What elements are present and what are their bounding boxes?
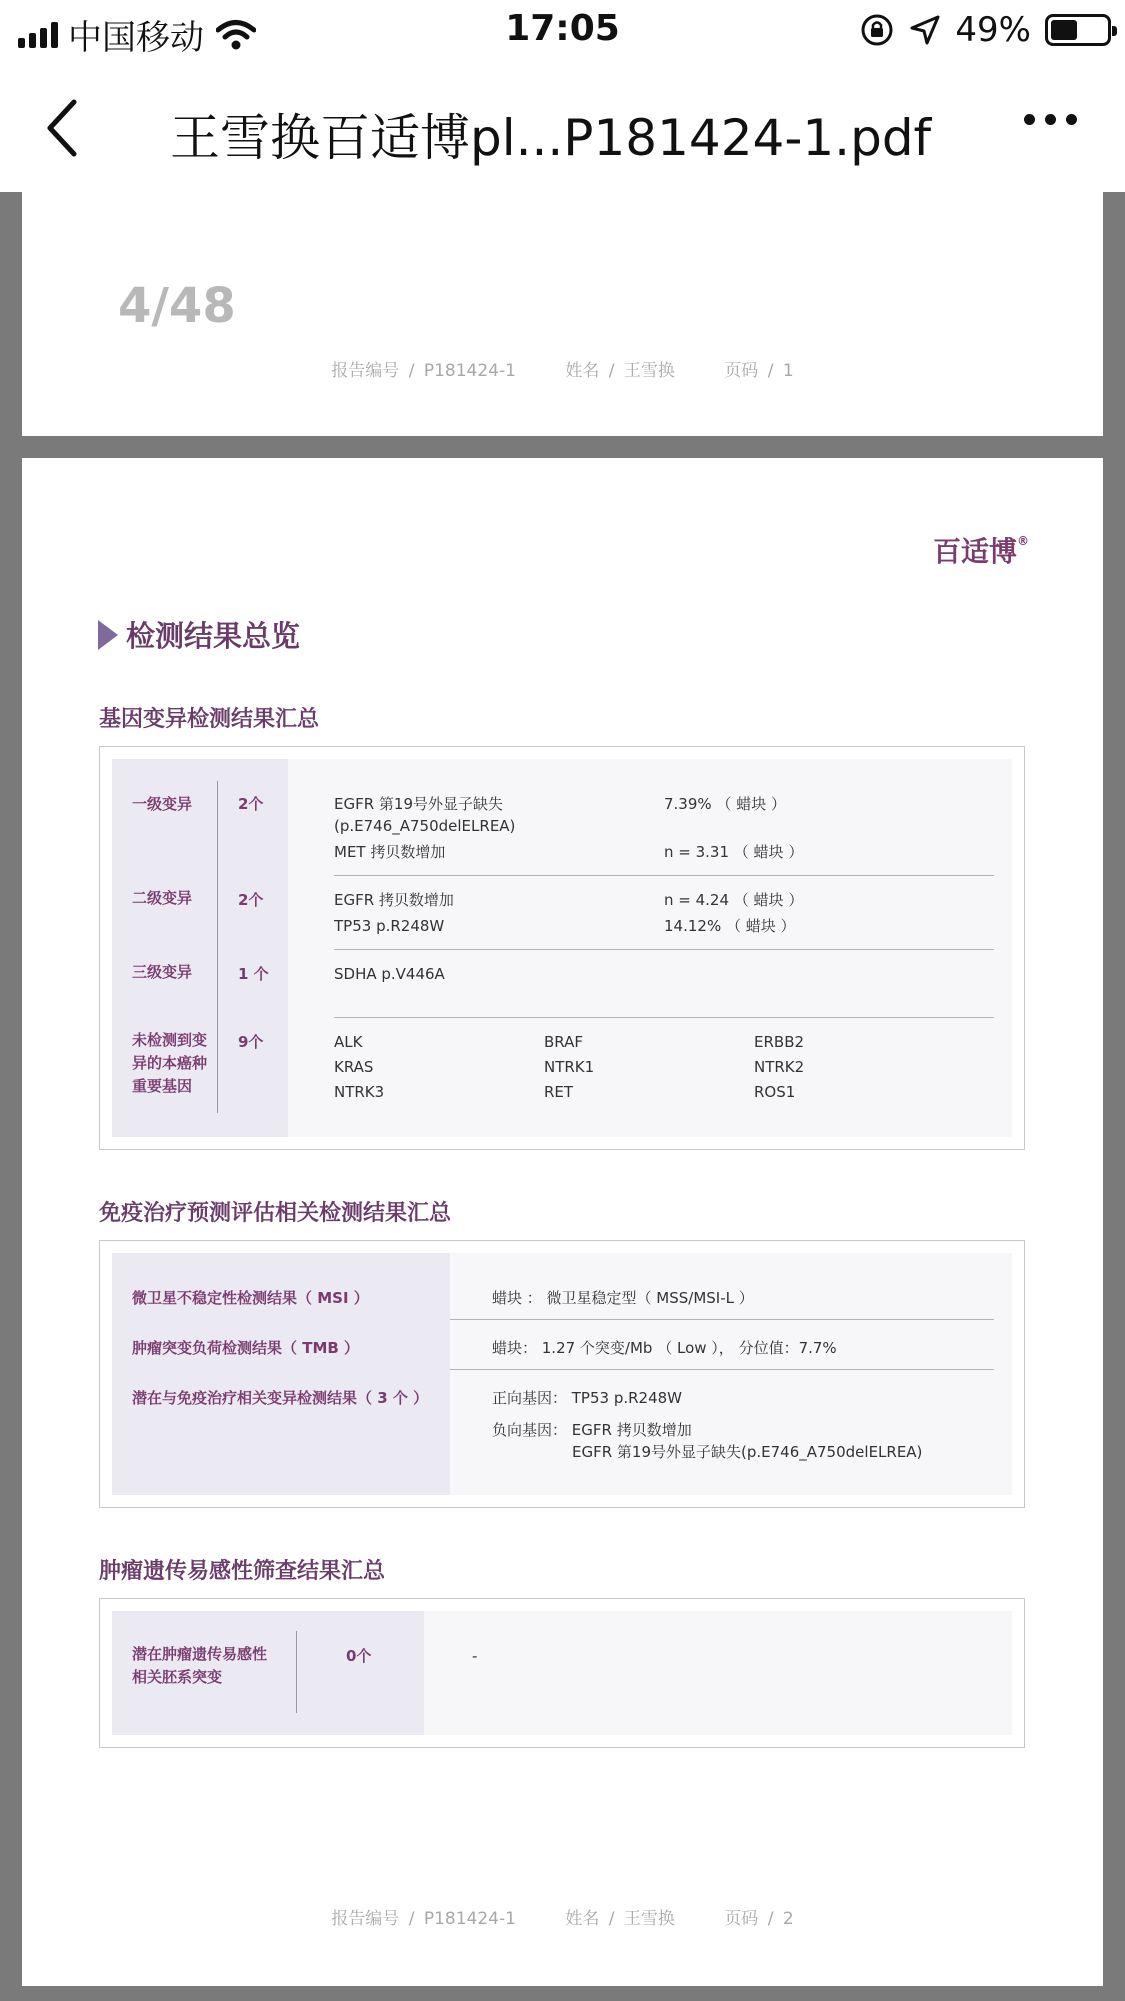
positive-genes: 正向基因： TP53 p.R248W (492, 1389, 683, 1407)
brand-logo: 百适博® (932, 533, 1029, 568)
tier2-gene-2: TP53 p.R248W (334, 917, 445, 935)
section-triangle-icon (98, 620, 118, 650)
location-arrow-icon (909, 14, 941, 46)
germline-label: 潜在肿瘤遗传易感性 相关胚系突变 (132, 1645, 268, 1686)
gene-name: NTRK3 (334, 1083, 385, 1101)
tier3-label: 三级变异 (132, 963, 193, 981)
pdf-page-1 (22, 192, 1103, 436)
negative-genes: 负向基因： EGFR 拷贝数增加 (492, 1421, 692, 1439)
gene-name: ERBB2 (754, 1033, 805, 1051)
tier3-gene-1: SDHA p.V446A (334, 965, 445, 983)
pdf-page-2 (22, 458, 1103, 1986)
footer-report-no: 报告编号 / P181424-1 (331, 361, 516, 381)
immuno-summary-title: 免疫治疗预测评估相关检测结果汇总 (99, 1201, 452, 1226)
rotation-lock-icon (859, 12, 895, 48)
tier1-gene-2: MET 拷贝数增加 (334, 843, 446, 861)
gene-summary-title: 基因变异检测结果汇总 (99, 707, 320, 732)
undetected-label: 未检测到变 异的本癌种 重要基因 (132, 1031, 208, 1095)
tier2-label: 二级变异 (132, 889, 193, 907)
gene-name: BRAF (544, 1033, 583, 1051)
immuno-summary-table (99, 1240, 1025, 1508)
nav-bar (0, 62, 1125, 192)
germline-value: - (472, 1647, 478, 1665)
tier1-gene-2-value: n = 3.31 （ 蜡块 ） (664, 843, 804, 861)
back-chevron-icon[interactable] (40, 96, 90, 160)
gene-name: NTRK1 (544, 1058, 595, 1076)
tier1-gene-1: EGFR 第19号外显子缺失 (334, 795, 504, 813)
more-options-icon[interactable] (1024, 114, 1077, 125)
hereditary-summary-title: 肿瘤遗传易感性筛查结果汇总 (99, 1559, 386, 1584)
footer-name: 姓名 / 王雪换 (565, 361, 675, 381)
status-bar (0, 0, 1125, 62)
gene-name: RET (544, 1083, 574, 1101)
immuno-variants-label: 潜在与免疫治疗相关变异检测结果（ 3 个 ） (132, 1389, 429, 1407)
msi-label: 微卫星不稳定性检测结果（ MSI ） (132, 1289, 369, 1307)
tier2-count: 2个 (238, 891, 264, 909)
germline-count: 0个 (346, 1647, 372, 1665)
gene-name: NTRK2 (754, 1058, 805, 1076)
battery-percent: 49% (955, 10, 1031, 50)
battery-icon (1045, 14, 1111, 46)
tier2-gene-1-value: n = 4.24 （ 蜡块 ） (664, 891, 804, 909)
gene-name: ROS1 (754, 1083, 796, 1101)
tier1-gene-1-value: 7.39% （ 蜡块 ） (664, 795, 786, 813)
tmb-label: 肿瘤突变负荷检测结果（ TMB ） (132, 1339, 360, 1357)
footer-name: 姓名 / 王雪换 (565, 1909, 675, 1929)
tier1-gene-1-protein: (p.E746_A750delELREA) (334, 817, 516, 835)
document-title: 王雪换百适博pl...P181424-1.pdf (170, 109, 932, 167)
status-right (859, 10, 1111, 50)
footer-page: 页码 / 1 (724, 361, 794, 381)
clock: 17:05 (505, 8, 620, 49)
tier3-count: 1 个 (238, 965, 269, 983)
tier2-gene-2-value: 14.12% （ 蜡块 ） (664, 917, 796, 935)
carrier-name: 中国移动 (68, 18, 204, 58)
hereditary-summary-table (99, 1598, 1025, 1748)
gene-name: KRAS (334, 1058, 374, 1076)
section-title: 检测结果总览 (98, 614, 300, 655)
gene-summary-table (99, 746, 1025, 1150)
page-footer (22, 356, 1103, 381)
gene-name: ALK (334, 1033, 363, 1051)
tmb-value: 蜡块： 1.27 个突变/Mb （ Low ）， 分位值：7.7% (492, 1339, 837, 1357)
msi-value: 蜡块 ： 微卫星稳定型（ MSS/MSI-L ） (492, 1289, 754, 1307)
negative-genes-2: EGFR 第19号外显子缺失(p.E746_A750delELREA) (572, 1443, 923, 1461)
undetected-count: 9个 (238, 1033, 264, 1051)
page-footer (22, 1904, 1103, 1929)
page-indicator: 4/48 (118, 278, 236, 334)
footer-page: 页码 / 2 (724, 1909, 794, 1929)
tier2-gene-1: EGFR 拷贝数增加 (334, 891, 454, 909)
footer-report-no: 报告编号 / P181424-1 (331, 1909, 516, 1929)
tier1-count: 2个 (238, 795, 264, 813)
tier1-label: 一级变异 (132, 795, 193, 813)
